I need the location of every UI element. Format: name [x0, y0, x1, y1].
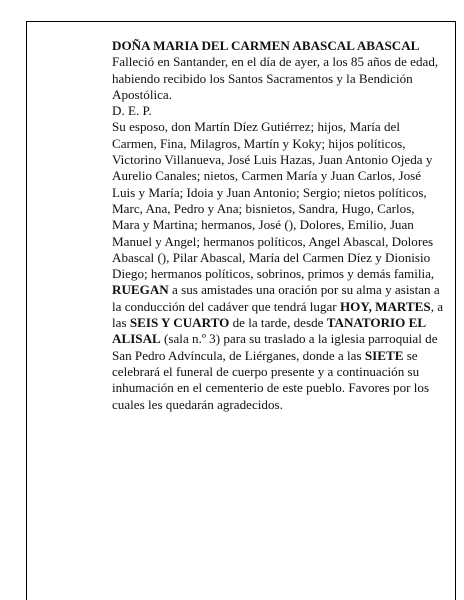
request-text-5: se celebrará el funeral de cuerpo presente y a continuación su inhumación en el cementerio de este pueblo. Favores por los cuales les quedarán agradecidos. — [112, 347, 430, 412]
funeral-time-text: SIETE — [364, 347, 404, 363]
rip-line: D. E. P. — [112, 103, 152, 119]
deceased-name: DOÑA MARIA DEL CARMEN ABASCAL ABASCAL — [112, 38, 420, 53]
request-text-2: , a las — [112, 298, 444, 331]
family-paragraph: Su esposo, don Martín Díez Gutiérrez; hijos, María del Carmen, Fina, Milagros, Martín y Koky; hijos políticos, Victorino Villanueva, José Luis Hazas, Juan Antonio Ojeda y Aurelio Canales; nietos, Carmen María y Juan Carlos, José Luis y María; Idoia y Juan Antonio; Sergio; nietos políticos, Marc, Ana, Pedro y Ana; bisnietos, Sandra, Hugo, Carlos, Mara y Martina; hermanos, José (), Dolores, Emilio, Juan Manuel y Angel; hermanos políticos, Angel Abascal, Dolores Abascal (), Pilar Abascal, María del Carmen Díez y Dionisio Diego; hermanos políticos, sobrinos, primos y demás familia, — [112, 119, 435, 282]
ruegan-text: RUEGAN — [112, 282, 169, 298]
request-text-1: a sus amistades una oración por su alma y asistan a la conducción del cadáver que tendrá lugar — [112, 282, 440, 314]
request-text-4: (sala n.º 3) para su traslado a la iglesia parroquial de San Pedro Advíncula, de Liérganes, donde a las — [112, 331, 438, 363]
day-text: HOY, MARTES — [339, 298, 431, 314]
death-line: Falleció en Santander, en el día de ayer, a los 85 años de edad, — [112, 54, 439, 70]
obituary-page — [26, 21, 456, 600]
time-text: SEIS Y CUARTO — [129, 315, 230, 331]
sacraments-line: habiendo recibido los Santos Sacramentos y la Bendición Apostólica. — [112, 70, 413, 102]
request-paragraph — [112, 282, 444, 412]
request-text-3: de la tarde, desde — [229, 315, 327, 331]
obituary-notice — [112, 38, 444, 413]
funeral-home-text: TANATORIO EL ALISAL — [112, 315, 426, 347]
